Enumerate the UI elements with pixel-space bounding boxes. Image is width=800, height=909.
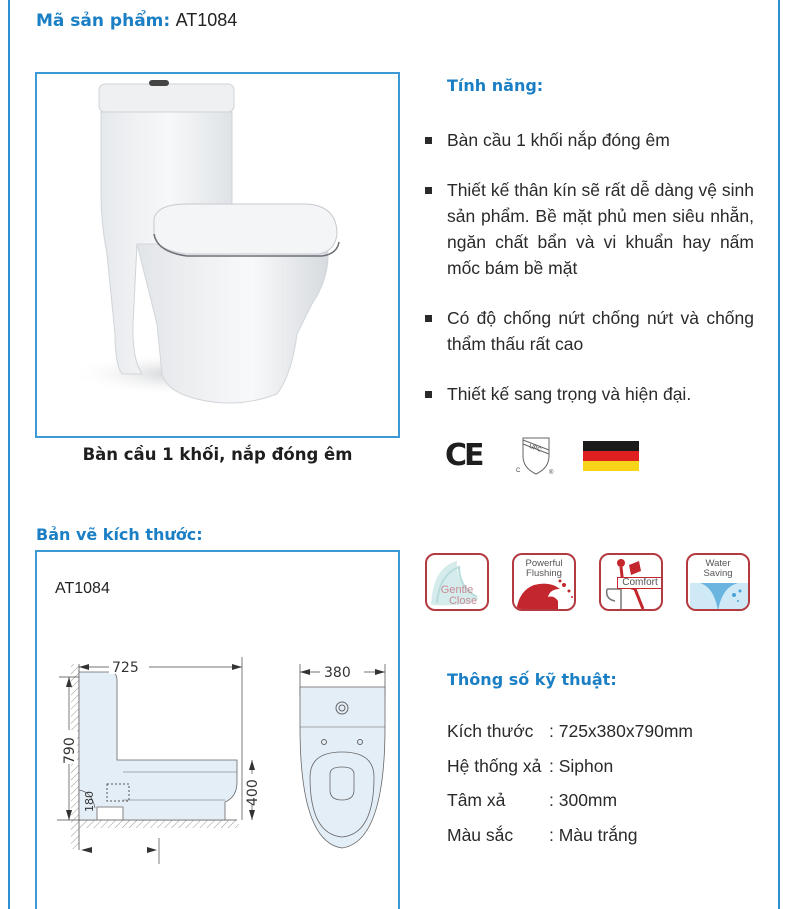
feature-item: Thiết kế sang trọng và hiện đại. [424,381,754,407]
specs-table [447,721,767,859]
spec-value: : Siphon [549,755,614,776]
features-title: Tính năng: [447,76,544,95]
svg-text:UPC: UPC [528,443,543,454]
badge-water-saving: Water Saving [686,553,750,611]
square-bullet-icon [425,391,432,398]
spec-key: Màu sắc [447,824,514,845]
square-bullet-icon [425,137,432,144]
photo-caption: Bàn cầu 1 khối, nắp đóng êm [82,445,353,464]
germany-flag-icon [583,441,639,471]
product-photo [35,72,400,438]
svg-text:725: 725 [112,660,139,676]
svg-text:380: 380 [324,665,351,681]
feature-list [424,127,754,431]
spec-row [447,790,767,825]
square-bullet-icon [425,315,432,322]
product-code [36,10,237,31]
spec-key: Kích thước [447,721,534,741]
feature-item: Thiết kế thân kín sẽ rất dễ dàng vệ sinh sản phẩm. Bề mặt phủ men siêu nhẵn, ngăn chất bẩn và vi khuẩn hay nấm mốc bám bề mặt [424,177,754,281]
spec-key: Hệ thống xả [447,755,542,776]
product-code-label: Mã sản phẩm: [36,11,171,31]
wave-icon [514,555,576,611]
spec-row [447,756,767,791]
spec-key: Tâm xả [447,790,506,810]
svg-text:®: ® [549,470,554,476]
spec-value: : Màu trắng [549,824,638,845]
water-vortex-icon [688,555,750,611]
feature-item: Bàn cầu 1 khối nắp đóng êm [424,127,754,153]
dimension-drawing [35,550,400,909]
upc-shield-icon [515,436,557,476]
spec-value: : 725x380x790mm [549,721,693,741]
product-code-value: AT1084 [175,10,238,30]
square-bullet-icon [425,187,432,194]
svg-text:180: 180 [83,791,96,812]
ce-mark-icon: CE [445,438,482,473]
feature-item: Có độ chống nứt chống nứt và chống thẩm thấu rất cao [424,305,754,357]
spec-value: : 300mm [549,790,618,810]
svg-text:790: 790 [62,737,78,764]
technical-drawing-icon [37,552,398,909]
toilet-illustration [37,74,398,436]
svg-text:400: 400 [245,779,261,806]
certifications [445,436,645,476]
badge-gentle-close: Gentle Close [425,553,489,611]
spec-row [447,721,767,756]
spec-row [447,825,767,860]
drawing-title: Bản vẽ kích thước: [36,525,203,544]
svg-text:C: C [516,468,521,474]
badge-comfort: Comfort [599,553,663,611]
specs-title: Thông số kỹ thuật: [447,670,617,689]
drawing-model-label: AT1084 [55,580,110,597]
badge-powerful-flushing: Powerful Flushing [512,553,576,611]
feature-badges [425,553,755,613]
